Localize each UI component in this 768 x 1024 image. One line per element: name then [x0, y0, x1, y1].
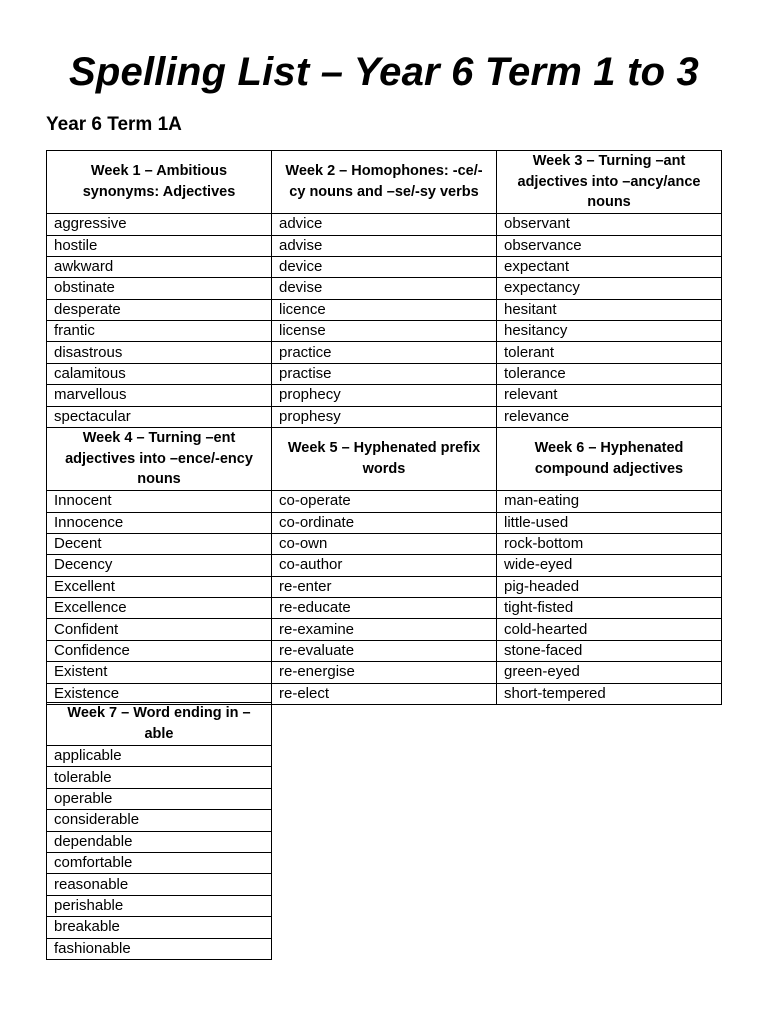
word-cell: Innocence — [47, 512, 272, 533]
word-cell: green-eyed — [497, 662, 722, 683]
word-cell: advice — [272, 214, 497, 235]
word-cell: calamitous — [47, 363, 272, 384]
word-cell: marvellous — [47, 385, 272, 406]
word-cell: Confidence — [47, 640, 272, 661]
word-cell: frantic — [47, 321, 272, 342]
table-row — [47, 810, 272, 831]
table-row — [47, 512, 722, 533]
word-cell: considerable — [47, 810, 272, 831]
table-row — [47, 278, 722, 299]
table-row — [47, 831, 272, 852]
word-cell: relevance — [497, 406, 722, 427]
table-row — [47, 321, 722, 342]
word-cell: stone-faced — [497, 640, 722, 661]
word-cell: prophecy — [272, 385, 497, 406]
word-cell: re-educate — [272, 598, 497, 619]
word-cell: licence — [272, 299, 497, 320]
week-6-header: Week 6 – Hyphenated compound adjectives — [497, 428, 722, 491]
word-cell: Innocent — [47, 491, 272, 512]
word-cell: co-author — [272, 555, 497, 576]
table-row — [47, 576, 722, 597]
table-row — [47, 788, 272, 809]
word-cell: obstinate — [47, 278, 272, 299]
word-cell: license — [272, 321, 497, 342]
table-row — [47, 533, 722, 554]
table-row — [47, 917, 272, 938]
week-5-header: Week 5 – Hyphenated prefix words — [272, 428, 497, 491]
word-cell: spectacular — [47, 406, 272, 427]
word-cell: Confident — [47, 619, 272, 640]
word-cell: relevant — [497, 385, 722, 406]
word-cell: tolerant — [497, 342, 722, 363]
word-cell: expectancy — [497, 278, 722, 299]
table-row — [47, 852, 272, 873]
word-cell: disastrous — [47, 342, 272, 363]
week-3-header: Week 3 – Turning –ant adjectives into –ancy/ance nouns — [497, 151, 722, 214]
table-row — [47, 619, 722, 640]
word-cell: comfortable — [47, 852, 272, 873]
word-cell: Decent — [47, 533, 272, 554]
word-cell: re-energise — [272, 662, 497, 683]
table-row — [47, 598, 722, 619]
table-row — [47, 385, 722, 406]
word-cell: practise — [272, 363, 497, 384]
header-row-weeks-1-3 — [47, 151, 722, 214]
word-cell: aggressive — [47, 214, 272, 235]
header-row-week-7 — [47, 703, 272, 746]
word-cell: re-enter — [272, 576, 497, 597]
term-heading: Year 6 Term 1A — [46, 114, 182, 135]
spelling-table-week-7 — [46, 702, 272, 960]
word-cell: prophesy — [272, 406, 497, 427]
word-cell: perishable — [47, 895, 272, 916]
word-cell: hesitancy — [497, 321, 722, 342]
table-row — [47, 640, 722, 661]
word-cell: pig-headed — [497, 576, 722, 597]
word-cell: tight-fisted — [497, 598, 722, 619]
word-cell: operable — [47, 788, 272, 809]
word-cell: dependable — [47, 831, 272, 852]
word-cell: Excellent — [47, 576, 272, 597]
word-cell: hesitant — [497, 299, 722, 320]
table-row — [47, 491, 722, 512]
table-row — [47, 406, 722, 427]
word-cell: tolerance — [497, 363, 722, 384]
table-row — [47, 555, 722, 576]
table-row — [47, 662, 722, 683]
word-cell: device — [272, 256, 497, 277]
word-cell: co-own — [272, 533, 497, 554]
table-row — [47, 342, 722, 363]
table-row — [47, 256, 722, 277]
table-row — [47, 363, 722, 384]
word-cell: desperate — [47, 299, 272, 320]
table-row — [47, 235, 722, 256]
word-cell: fashionable — [47, 938, 272, 959]
table-row — [47, 767, 272, 788]
week-2-header: Week 2 – Homophones: -ce/-cy nouns and –se/-sy verbs — [272, 151, 497, 214]
word-cell: Excellence — [47, 598, 272, 619]
word-cell: observant — [497, 214, 722, 235]
word-cell: awkward — [47, 256, 272, 277]
spelling-table-weeks-1-6 — [46, 150, 722, 705]
word-cell: practice — [272, 342, 497, 363]
word-cell: wide-eyed — [497, 555, 722, 576]
table-row — [47, 214, 722, 235]
word-cell: re-examine — [272, 619, 497, 640]
word-cell: man-eating — [497, 491, 722, 512]
table-row — [47, 874, 272, 895]
word-cell: breakable — [47, 917, 272, 938]
word-cell: co-operate — [272, 491, 497, 512]
week-4-header: Week 4 – Turning –ent adjectives into –ence/-ency nouns — [47, 428, 272, 491]
table-row — [47, 299, 722, 320]
table-row — [47, 746, 272, 767]
week-7-header: Week 7 – Word ending in –able — [47, 703, 272, 746]
word-cell: short-tempered — [497, 683, 722, 704]
word-cell: re-elect — [272, 683, 497, 704]
word-cell: hostile — [47, 235, 272, 256]
word-cell: reasonable — [47, 874, 272, 895]
table-row — [47, 938, 272, 959]
word-cell: re-evaluate — [272, 640, 497, 661]
word-cell: Existence — [47, 683, 272, 704]
word-cell: tolerable — [47, 767, 272, 788]
word-cell: devise — [272, 278, 497, 299]
word-cell: observance — [497, 235, 722, 256]
word-cell: Existent — [47, 662, 272, 683]
word-cell: Decency — [47, 555, 272, 576]
week-1-header: Week 1 – Ambitious synonyms: Adjectives — [47, 151, 272, 214]
page-title: Spelling List – Year 6 Term 1 to 3 — [69, 50, 699, 94]
table-row — [47, 895, 272, 916]
word-cell: advise — [272, 235, 497, 256]
word-cell: rock-bottom — [497, 533, 722, 554]
word-cell: applicable — [47, 746, 272, 767]
word-cell: cold-hearted — [497, 619, 722, 640]
word-cell: little-used — [497, 512, 722, 533]
header-row-weeks-4-6 — [47, 428, 722, 491]
word-cell: expectant — [497, 256, 722, 277]
word-cell: co-ordinate — [272, 512, 497, 533]
